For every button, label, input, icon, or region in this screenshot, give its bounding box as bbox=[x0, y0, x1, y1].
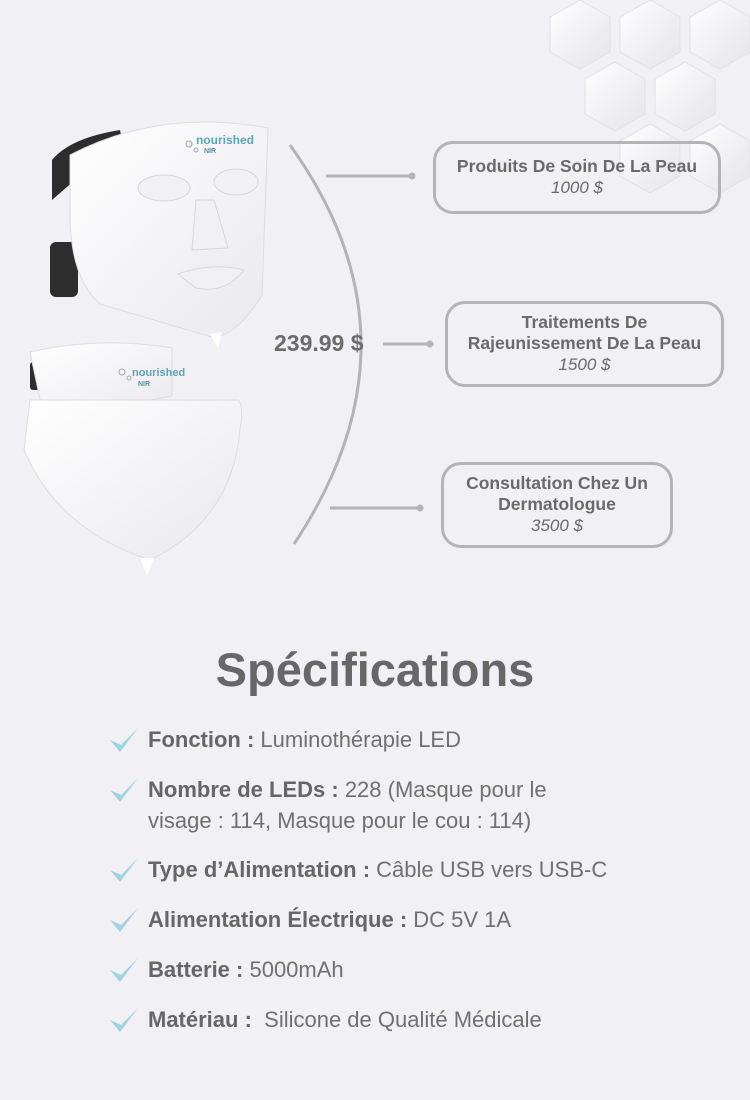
spec-label: Nombre de LEDs : bbox=[148, 777, 339, 802]
spec-value: Câble USB vers USB-C bbox=[370, 857, 608, 882]
brand-logo-neck bbox=[132, 368, 185, 390]
spec-value: Luminothérapie LED bbox=[254, 727, 461, 752]
bubble-label: Produits De Soin De La Peau bbox=[456, 156, 698, 176]
spec-label: Fonction : bbox=[148, 727, 255, 752]
spec-value: DC 5V 1A bbox=[407, 907, 512, 932]
brand-name-neck: nourished bbox=[132, 367, 186, 379]
brand-name: nourished bbox=[196, 133, 255, 147]
check-icon bbox=[108, 854, 148, 891]
comparison-bubble-skincare bbox=[433, 141, 721, 214]
bubble-label-line1: Traitements De bbox=[521, 312, 648, 332]
check-icon bbox=[108, 904, 148, 941]
brand-model: NIR bbox=[204, 148, 217, 155]
spec-item-material bbox=[108, 1004, 668, 1041]
led-mask-image bbox=[0, 100, 290, 590]
bubble-label-line2: Rajeunissement De La Peau bbox=[467, 333, 702, 353]
bubble-price: 1500 $ bbox=[558, 355, 611, 374]
spec-value: Silicone de Qualité Médicale bbox=[251, 1007, 542, 1032]
comparison-bubble-rejuvenation bbox=[445, 301, 724, 387]
spec-item-power-type bbox=[108, 854, 668, 891]
spec-value: 228 (Masque pour le bbox=[338, 777, 547, 802]
spec-label: Type d’Alimentation : bbox=[148, 857, 371, 882]
brand-logo-face bbox=[196, 134, 254, 158]
comparison-bubble-dermatologist bbox=[441, 462, 673, 548]
spec-label: Matériau : bbox=[148, 1007, 252, 1032]
specs-title: Spécifications bbox=[215, 643, 535, 696]
spec-item-battery bbox=[108, 954, 668, 991]
bubble-price: 1000 $ bbox=[551, 178, 603, 197]
spec-item-leds bbox=[108, 774, 668, 836]
check-icon bbox=[108, 954, 148, 991]
check-icon bbox=[108, 724, 148, 761]
spec-value: 5000mAh bbox=[243, 957, 344, 982]
bubble-price: 3500 $ bbox=[531, 516, 583, 535]
spec-label: Batterie : bbox=[148, 957, 244, 982]
spec-item-function bbox=[108, 724, 668, 761]
bubble-label-line2: Dermatologue bbox=[498, 494, 616, 514]
check-icon bbox=[108, 774, 148, 836]
brand-model-neck: NIR bbox=[138, 381, 151, 388]
check-icon bbox=[108, 1004, 148, 1041]
spec-value-line2: visage : 114, Masque pour le cou : 114) bbox=[148, 808, 532, 833]
spec-label: Alimentation Électrique : bbox=[148, 907, 408, 932]
product-price: 239.99 $ bbox=[274, 330, 364, 356]
bubble-label-line1: Consultation Chez Un bbox=[466, 473, 648, 493]
spec-item-power-supply bbox=[108, 904, 668, 941]
